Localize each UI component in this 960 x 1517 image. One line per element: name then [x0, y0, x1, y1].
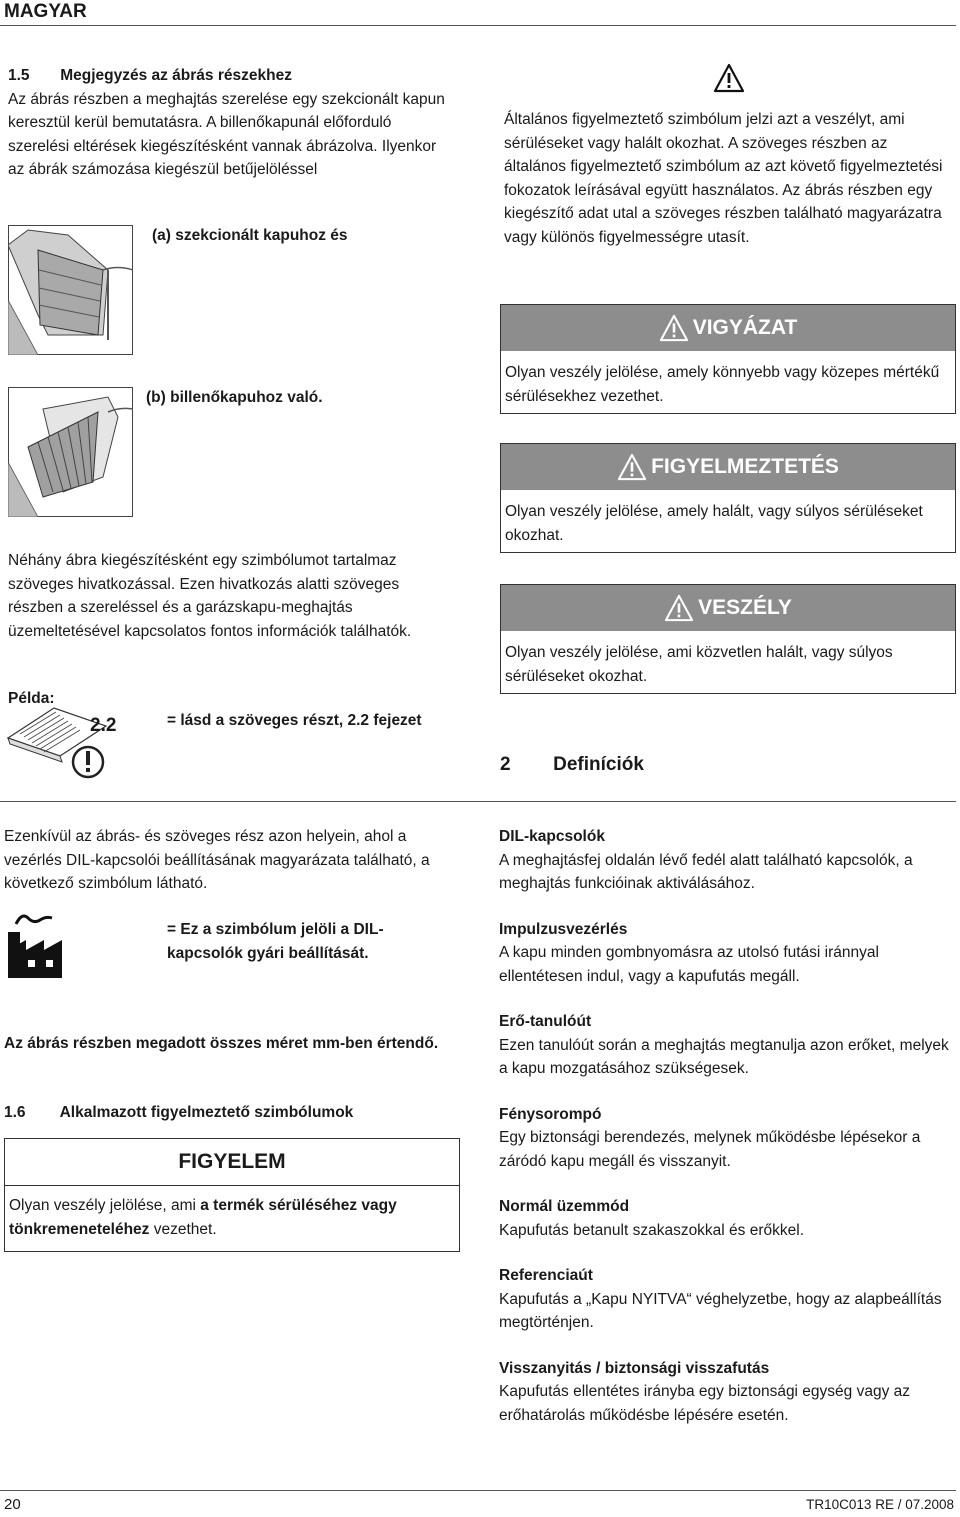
warning-title: FIGYELMEZTETÉS: [651, 455, 839, 479]
notice-text-pre: Olyan veszély jelölése, ami: [9, 1197, 201, 1214]
danger-text: Olyan veszély jelölése, ami közvetlen halált, vagy súlyos sérüléseket okozhat.: [505, 644, 893, 685]
warning-box: [500, 443, 956, 553]
definition-term: Fénysorompó: [499, 1105, 602, 1123]
danger-title: VESZÉLY: [698, 596, 792, 620]
notice-header: [5, 1139, 459, 1186]
warning-header: [501, 444, 955, 490]
section-1-5-number: 1.5: [8, 67, 30, 84]
example-text: = lásd a szöveges részt, 2.2 fejezet: [167, 712, 422, 729]
definition-item: [499, 825, 957, 896]
example-number: 2.2: [90, 715, 117, 736]
document-code: TR10C013 RE / 07.2008: [806, 1497, 954, 1512]
section-1-6-title: Alkalmazott figyelmeztető szimbólumok: [59, 1104, 354, 1121]
definition-term: Normál üzemmód: [499, 1198, 630, 1215]
footer-rule: [0, 1490, 956, 1491]
general-warning-icon: [713, 63, 745, 101]
definition-text: Kapufutás a „Kapu NYITVA“ véghelyzetbe, hogy az alapbeállítás megtörténjen.: [499, 1290, 942, 1331]
section-2-title: Definíciók: [553, 754, 644, 775]
page-number: 20: [4, 1496, 21, 1513]
sectional-door-figure: [8, 225, 133, 355]
definition-item: [499, 918, 957, 989]
definition-term: Impulzusvezérlés: [499, 920, 628, 938]
section-1-5: [8, 64, 448, 182]
general-warning-text: Általános figyelmeztető szimbólum jelzi azt a veszélyt, ami sérüléseket vagy halált okozhat. A szöveges részben az általános figyelmeztető szimbólum az azt követő figyelmeztetési fokozatok leírásával együtt használatos. Az ábrás részben egy kiegészítő adat utal a szöveges részben található magyarázatra vagy különös figyelmességre utasít.: [504, 111, 943, 246]
section-1-6-heading: [4, 1101, 353, 1125]
section-1-5-paragraph: Az ábrás részben a meghajtás szerelése egy szekcionált kapun keresztül kerül bemutatásra. A billenőkapunál előforduló szerelési eltérések kiegészítésként vannak ábrázolva. Ilyenkor az ábrák számozása kiegészül betűjelöléssel: [8, 90, 445, 178]
definition-item: [499, 1264, 957, 1335]
caution-text: Olyan veszély jelölése, amely könnyebb vagy közepes mértékű sérülésekhez vezethet.: [505, 364, 940, 405]
definition-text: Ezen tanulóút során a meghajtás megtanulja azon erőket, melyek a kapu mozgatásához szükségesek.: [499, 1036, 949, 1077]
example-label: Példa:: [8, 690, 55, 707]
section-1-6-number: 1.6: [4, 1104, 26, 1121]
notice-text-post: vezethet.: [149, 1220, 217, 1238]
definition-term: Referenciaút: [499, 1267, 593, 1284]
dil-paragraph: Ezenkívül az ábrás- és szöveges rész azon helyein, ahol a vezérlés DIL-kapcsolói beállításának magyarázata található, a következő szimbólum látható.: [4, 828, 430, 892]
section-1-5-heading: [8, 64, 448, 88]
label-tilting-door: (b) billenőkapuhoz való.: [146, 389, 323, 406]
caution-warning-icon: [659, 314, 689, 342]
warning-text: Olyan veszély jelölése, amely halált, vagy súlyos sérüléseket okozhat.: [505, 503, 923, 544]
caution-header: [501, 305, 955, 351]
label-sectional-door: (a) szekcionált kapuhoz és: [152, 227, 348, 244]
definition-item: [499, 1103, 957, 1174]
section-rule: [0, 801, 956, 802]
definition-term: Visszanyitás / biztonsági visszafutás: [499, 1359, 770, 1377]
dimensions-note: Az ábrás részben megadott összes méret mm-ben értendő.: [4, 1035, 439, 1052]
danger-triangle-icon: [664, 594, 694, 622]
definition-text: A kapu minden gombnyomásra az utolsó futási iránnyal ellentétesen indul, vagy a kapufutás megáll.: [499, 944, 879, 985]
caution-title: VIGYÁZAT: [692, 316, 798, 340]
definition-term: Erő-tanulóút: [499, 1013, 592, 1030]
notice-text-bold: a termék sérüléséhez vagy tönkremeneteléhez: [9, 1197, 397, 1238]
warning-triangle-icon: [617, 453, 647, 481]
notice-title: FIGYELEM: [178, 1150, 286, 1174]
definition-text: Kapufutás betanult szakaszokkal és erőkkel.: [499, 1221, 805, 1239]
tilting-door-figure: [8, 387, 133, 517]
definition-term: DIL-kapcsolók: [499, 828, 605, 845]
factory-icon: [6, 910, 70, 980]
definition-item: [499, 1357, 957, 1428]
definition-item: [499, 1195, 957, 1242]
danger-box: [500, 584, 956, 694]
definitions-list: [499, 825, 957, 1449]
header-rule: [0, 25, 956, 26]
definition-text: Egy biztonsági berendezés, melynek működésbe lépésekor a záródó kapu megáll és visszanyit.: [499, 1129, 921, 1170]
symbol-paragraph: Néhány ábra kiegészítésként egy szimbólumot tartalmaz szöveges hivatkozással. Ezen hivatkozás alatti szöveges részben a szereléssel és a garázskapu-meghajtás üzemeltetésével kapcsolatos fontos információk találhatók.: [8, 552, 412, 640]
danger-header: [501, 585, 955, 631]
definition-item: [499, 1010, 957, 1081]
notice-box: [4, 1138, 460, 1252]
definition-text: Kapufutás ellentétes irányba egy biztonsági egység vagy az erőhatárolás működésbe lépésére esetén.: [499, 1383, 911, 1424]
definition-text: A meghajtásfej oldalán lévő fedél alatt található kapcsolók, a meghajtás funkcióinak aktiválásához.: [499, 851, 913, 892]
section-1-5-title: Megjegyzés az ábrás részekhez: [60, 67, 292, 84]
header-language: MAGYAR: [4, 1, 87, 22]
section-2-heading: [500, 752, 644, 778]
section-2-number: 2: [500, 754, 511, 775]
notice-text: [5, 1186, 459, 1241]
dil-symbol-text: = Ez a szimbólum jelöli a DIL-kapcsolók gyári beállítását.: [167, 921, 384, 962]
caution-box: [500, 304, 956, 414]
